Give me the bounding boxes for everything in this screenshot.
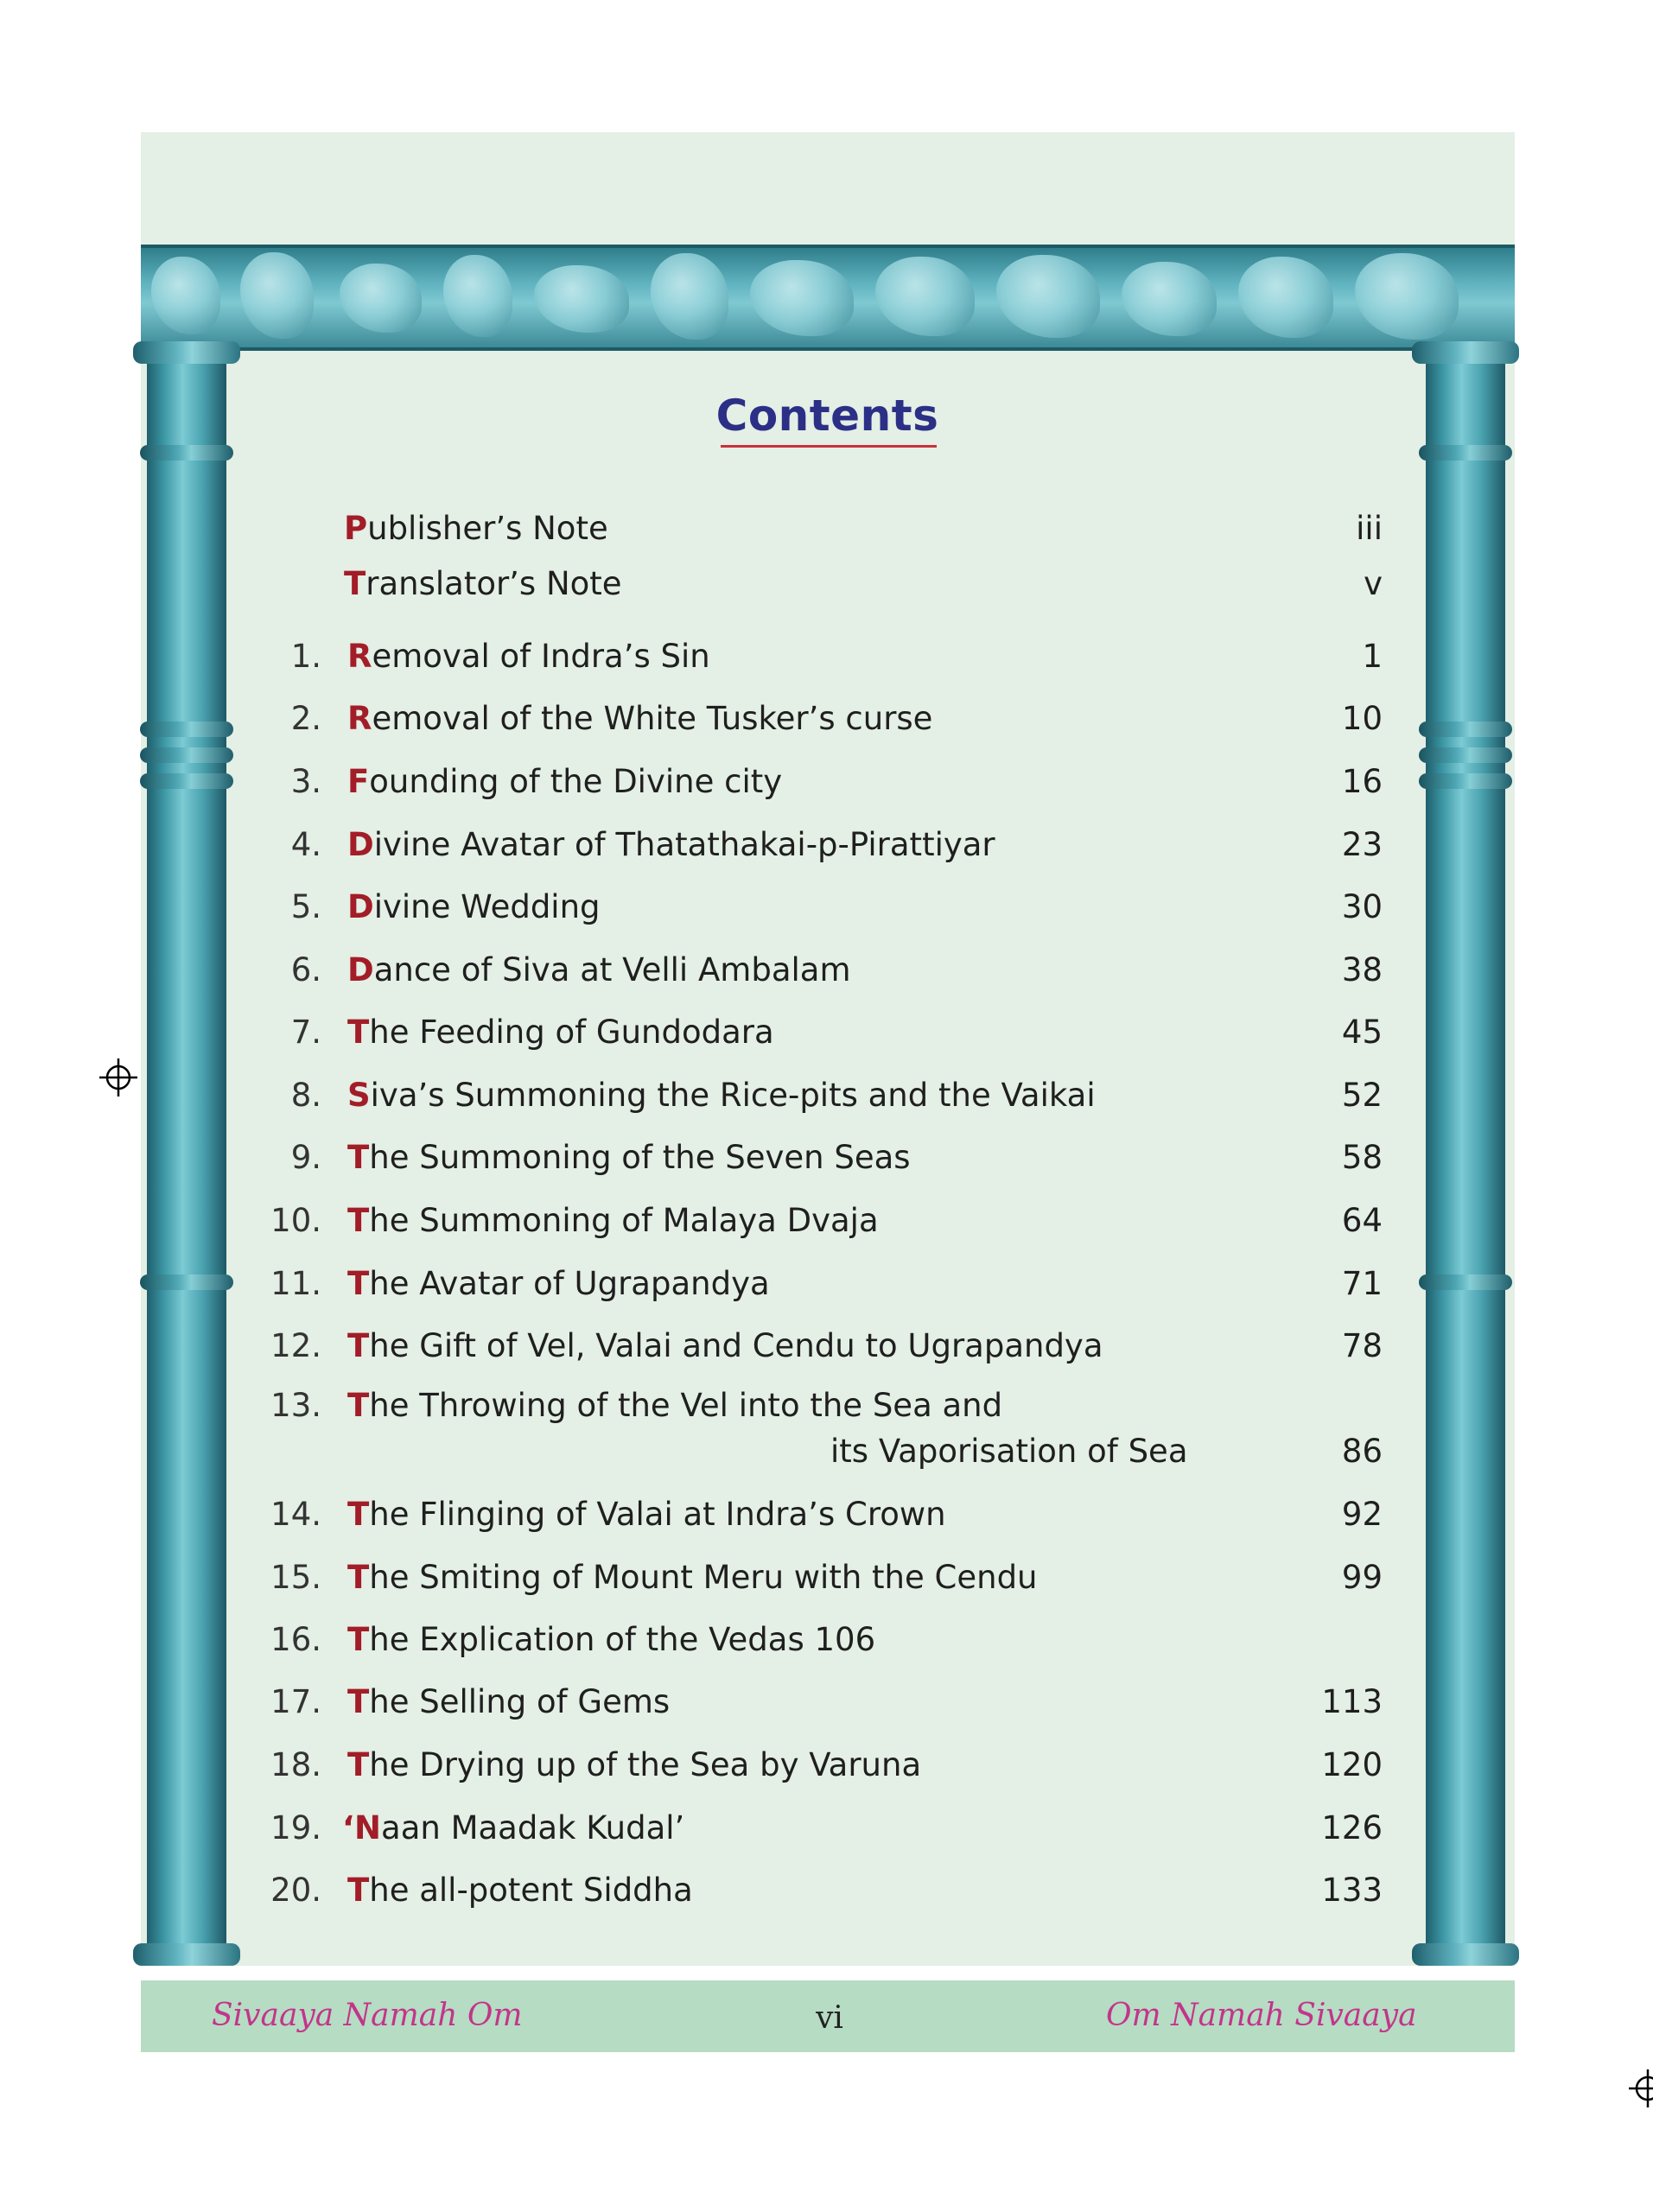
toc-entry-title: Siva’s Summoning the Rice-pits and the Vaikai xyxy=(347,1077,1096,1114)
heading-underline xyxy=(721,445,937,448)
chapter-number: 4. xyxy=(290,826,321,863)
toc-row-chapter xyxy=(259,826,1383,874)
toc-entry-title: Translator’s Note xyxy=(344,565,622,602)
footer-left-text: Sivaaya Namah Om xyxy=(212,1998,523,2033)
toc-entry-title: The Drying up of the Sea by Varuna xyxy=(347,1746,922,1783)
toc-entry-title: Divine Avatar of Thatathakai-p-Pirattiyar xyxy=(347,826,995,863)
toc-entry-title-line2: its Vaporisation of Sea xyxy=(830,1433,1188,1470)
toc-entry-page: 10 xyxy=(1341,700,1383,737)
chapter-number: 8. xyxy=(290,1077,321,1114)
toc-entry-title: The Throwing of the Vel into the Sea and xyxy=(347,1387,1003,1424)
toc-row-chapter xyxy=(259,1496,1383,1544)
chapter-number: 1. xyxy=(290,638,321,675)
chapter-number: 14. xyxy=(270,1496,321,1533)
toc-row-chapter xyxy=(259,1559,1383,1607)
toc-entry-title: Publisher’s Note xyxy=(344,510,608,547)
toc-entry-page: 58 xyxy=(1341,1139,1383,1176)
toc-entry-title: The Flinging of Valai at Indra’s Crown xyxy=(347,1496,946,1533)
toc-row-chapter xyxy=(259,1621,1383,1669)
toc-entry-title: Divine Wedding xyxy=(347,888,601,925)
registration-mark-icon xyxy=(99,1058,137,1096)
toc-entry-page: 1 xyxy=(1362,638,1383,675)
toc-row-chapter xyxy=(259,1387,1383,1435)
chapter-number: 10. xyxy=(270,1202,321,1239)
toc-entry-title: The Gift of Vel, Valai and Cendu to Ugrapandya xyxy=(347,1327,1103,1364)
toc-row-front-matter xyxy=(259,510,1383,558)
chapter-number: 5. xyxy=(290,888,321,925)
chapter-number: 9. xyxy=(290,1139,321,1176)
toc-entry-page: 30 xyxy=(1341,888,1383,925)
chapter-number: 7. xyxy=(290,1014,321,1051)
toc-row-chapter-continued xyxy=(259,1433,1383,1481)
chapter-number: 16. xyxy=(270,1621,321,1658)
chapter-number: 15. xyxy=(270,1559,321,1596)
toc-entry-page: 38 xyxy=(1341,951,1383,988)
toc-entry-page: 133 xyxy=(1321,1872,1383,1909)
left-pillar-image xyxy=(147,341,226,1966)
chapter-number: 13. xyxy=(270,1387,321,1424)
toc-entry-page: 99 xyxy=(1341,1559,1383,1596)
toc-entry-title: The Selling of Gems xyxy=(347,1683,671,1720)
toc-entry-title: The Summoning of the Seven Seas xyxy=(347,1139,911,1176)
chapter-number: 12. xyxy=(270,1327,321,1364)
toc-entry-page: 126 xyxy=(1321,1809,1383,1847)
chapter-number: 11. xyxy=(270,1265,321,1302)
chapter-number: 17. xyxy=(270,1683,321,1720)
toc-entry-page: 45 xyxy=(1341,1014,1383,1051)
toc-entry-title: Removal of Indra’s Sin xyxy=(347,638,710,675)
toc-row-chapter xyxy=(259,700,1383,748)
toc-entry-title: Removal of the White Tusker’s curse xyxy=(347,700,933,737)
toc-entry-title: The Smiting of Mount Meru with the Cendu xyxy=(347,1559,1038,1596)
toc-entry-title: The all-potent Siddha xyxy=(347,1872,693,1909)
toc-entry-title: The Feeding of Gundodara xyxy=(347,1014,774,1051)
toc-entry-title: ‘Naan Maadak Kudal’ xyxy=(342,1809,685,1847)
chapter-number: 19. xyxy=(270,1809,321,1847)
toc-entry-page: v xyxy=(1364,565,1383,602)
toc-row-chapter xyxy=(259,638,1383,686)
toc-row-chapter xyxy=(259,763,1383,811)
toc-row-chapter xyxy=(259,1014,1383,1062)
chapter-number: 3. xyxy=(290,763,321,800)
toc-entry-page: 113 xyxy=(1321,1683,1383,1720)
toc-row-chapter xyxy=(259,1746,1383,1795)
toc-entry-page: 52 xyxy=(1341,1077,1383,1114)
footer-right-text: Om Namah Sivaaya xyxy=(1106,1998,1417,2033)
toc-row-chapter xyxy=(259,1872,1383,1920)
toc-entry-page: iii xyxy=(1356,510,1383,547)
toc-entry-page: 64 xyxy=(1341,1202,1383,1239)
page-number: vi xyxy=(816,2000,843,2036)
toc-row-chapter xyxy=(259,1809,1383,1858)
toc-row-chapter xyxy=(259,1202,1383,1250)
carved-frieze-image xyxy=(141,245,1515,351)
toc-row-chapter xyxy=(259,1139,1383,1187)
toc-entry-title: The Summoning of Malaya Dvaja xyxy=(347,1202,879,1239)
toc-entry-page: 71 xyxy=(1341,1265,1383,1302)
right-pillar-image xyxy=(1426,341,1505,1966)
toc-entry-title: The Avatar of Ugrapandya xyxy=(347,1265,770,1302)
toc-entry-page: 23 xyxy=(1341,826,1383,863)
contents-heading: Contents xyxy=(715,391,939,441)
chapter-number: 6. xyxy=(290,951,321,988)
toc-entry-page: 78 xyxy=(1341,1327,1383,1364)
toc-row-chapter xyxy=(259,951,1383,1000)
chapter-number: 2. xyxy=(290,700,321,737)
chapter-number: 20. xyxy=(270,1872,321,1909)
toc-entry-page: 86 xyxy=(1341,1433,1383,1470)
toc-entry-title: The Explication of the Vedas 106 xyxy=(347,1621,876,1658)
registration-mark-icon xyxy=(1629,2069,1653,2107)
toc-entry-page: 120 xyxy=(1321,1746,1383,1783)
toc-row-chapter xyxy=(259,1077,1383,1125)
toc-row-chapter xyxy=(259,888,1383,937)
chapter-number: 18. xyxy=(270,1746,321,1783)
toc-entry-title: Dance of Siva at Velli Ambalam xyxy=(347,951,851,988)
toc-row-chapter xyxy=(259,1265,1383,1313)
toc-entry-page: 92 xyxy=(1341,1496,1383,1533)
toc-row-front-matter xyxy=(259,565,1383,613)
toc-row-chapter xyxy=(259,1683,1383,1732)
toc-row-chapter xyxy=(259,1327,1383,1376)
toc-entry-title: Founding of the Divine city xyxy=(347,763,783,800)
toc-entry-page: 16 xyxy=(1341,763,1383,800)
